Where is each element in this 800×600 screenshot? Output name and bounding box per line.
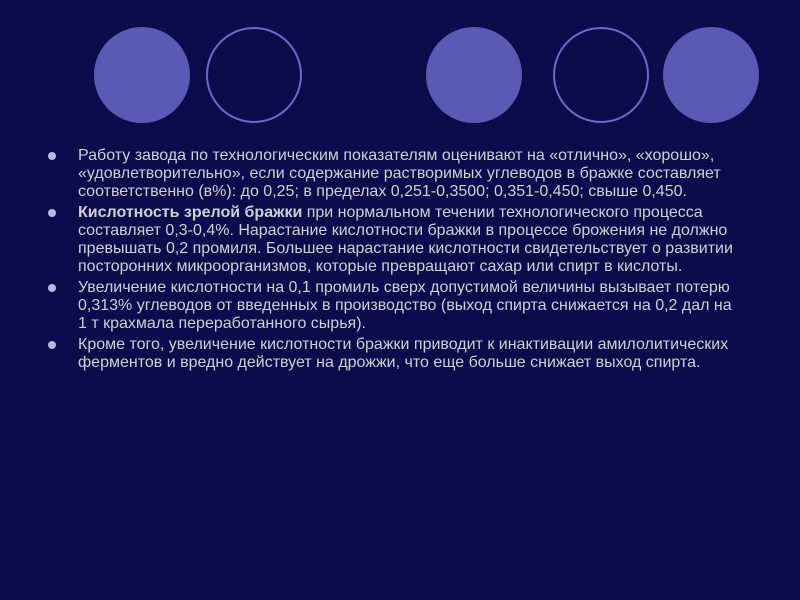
bullet-dot-icon [48, 284, 56, 292]
bullet-item-1 [48, 147, 738, 201]
bullet-text: Работу завода по технологическим показателям оценивают на «отлично», «хорошо», «удовлетворительно», если содержание растворимых углеводов в бражке составляет соответственно (в%): до 0,25; в пределах 0,251-0,3500; 0,351-0,450; свыше 0,450. [78, 147, 721, 200]
bullet-dot-icon [48, 152, 56, 160]
decor-circle-filled-3 [663, 27, 759, 123]
bullet-item-3 [48, 279, 738, 333]
bullet-text: Увеличение кислотности на 0,1 промиль сверх допустимой величины вызывает потерю 0,313% углеводов от введенных в производство (выход спирта снижается на 0,2 дал на 1 т крахмала переработанного сырья). [78, 279, 732, 332]
bullet-item-2 [48, 204, 738, 276]
bullet-dot-icon [48, 341, 56, 349]
bullet-list [48, 147, 738, 375]
decor-circle-outline-2 [553, 27, 649, 123]
bullet-dot-icon [48, 209, 56, 217]
decor-circle-outline-1 [206, 27, 302, 123]
bullet-item-4 [48, 336, 738, 372]
bullet-text: при нормальном течении технологического процесса составляет 0,3-0,4%. Нарастание кислотности бражки в процессе брожения не должно превышать 0,2 промиля. Большее нарастание кислотности свидетельствует о развитии посторонних микроорганизмов, которые превращают сахар или спирт в кислоты. [78, 204, 733, 275]
bullet-text: Кроме того, увеличение кислотности бражки приводит к инактивации амилолитических ферментов и вредно действует на дрожжи, что еще больше снижает выход спирта. [78, 336, 729, 371]
bullet-bold-lead: Кислотность зрелой бражки [78, 204, 303, 221]
decor-circle-filled-1 [94, 27, 190, 123]
decor-circle-filled-2 [426, 27, 522, 123]
